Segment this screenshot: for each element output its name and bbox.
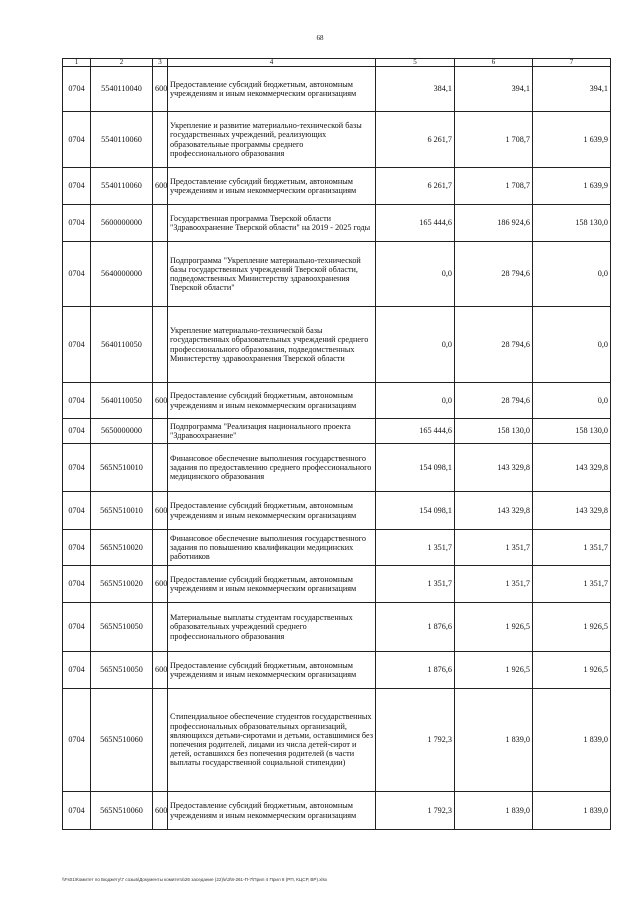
description-cell: Подпрограмма "Реализация национального проекта "Здравоохранение" [168,419,376,444]
amount-col5-cell: 165 444,6 [376,419,455,444]
expense-type-cell: 600 [153,492,168,530]
expense-type-cell: 600 [153,792,168,830]
description-cell: Укрепление материально-технической базы государственных образовательных учреждений среднего профессионального образования, подведомственных Министерству здравоохранения Тверской области [168,307,376,383]
file-path-footer: \\Fs01\Комитет по Бюджету\7 созыв\Документы комитета\26 заседание (22)\к\3\8-261-П-7\Прил 4 Прил 8 (РП, КЦСР, ВР).xlsx [62,877,328,882]
amount-col7-cell: 0,0 [533,383,611,419]
amount-col7-cell: 158 130,0 [533,419,611,444]
section-code-cell: 0704 [63,112,91,168]
description-cell: Предоставление субсидий бюджетным, автономным учреждениям и иным некоммерческим организациям [168,67,376,112]
description-cell: Финансовое обеспечение выполнения государственного задания по предоставлению среднего профессионального медицинского образования [168,444,376,492]
amount-col7-cell: 1 926,5 [533,603,611,652]
description-cell: Укрепление и развитие материально-технической базы государственных учреждений, реализующих образовательные программы среднего профессионального образования [168,112,376,168]
target-code-cell: 565N510060 [91,689,153,792]
amount-col5-cell: 1 351,7 [376,566,455,603]
expense-type-cell: 600 [153,67,168,112]
column-number: 7 [533,59,611,67]
section-code-cell: 0704 [63,492,91,530]
amount-col7-cell: 1 639,9 [533,112,611,168]
column-number: 4 [168,59,376,67]
amount-col5-cell: 1 792,3 [376,689,455,792]
section-code-cell: 0704 [63,444,91,492]
table-row [63,307,611,383]
section-code-cell: 0704 [63,205,91,242]
target-code-cell: 565N510050 [91,603,153,652]
section-code-cell: 0704 [63,603,91,652]
target-code-cell: 5540110060 [91,112,153,168]
table-row [63,603,611,652]
target-code-cell: 565N510010 [91,492,153,530]
column-number: 2 [91,59,153,67]
section-code-cell: 0704 [63,168,91,205]
amount-col6-cell: 143 329,8 [455,444,533,492]
amount-col6-cell: 1 839,0 [455,792,533,830]
column-number: 1 [63,59,91,67]
expense-type-cell [153,205,168,242]
amount-col6-cell: 394,1 [455,67,533,112]
amount-col7-cell: 1 351,7 [533,566,611,603]
amount-col7-cell: 158 130,0 [533,205,611,242]
amount-col6-cell: 143 329,8 [455,492,533,530]
table-row [63,242,611,307]
amount-col5-cell: 6 261,7 [376,112,455,168]
amount-col7-cell: 1 839,0 [533,689,611,792]
description-cell: Предоставление субсидий бюджетным, автономным учреждениям и иным некоммерческим организациям [168,792,376,830]
target-code-cell: 5540110040 [91,67,153,112]
section-code-cell: 0704 [63,689,91,792]
amount-col6-cell: 1 839,0 [455,689,533,792]
target-code-cell: 5650000000 [91,419,153,444]
amount-col5-cell: 1 792,3 [376,792,455,830]
description-cell: Предоставление субсидий бюджетным, автономным учреждениям и иным некоммерческим организациям [168,383,376,419]
section-code-cell: 0704 [63,383,91,419]
amount-col7-cell: 394,1 [533,67,611,112]
amount-col6-cell: 186 924,6 [455,205,533,242]
section-code-cell: 0704 [63,530,91,566]
amount-col6-cell: 28 794,6 [455,383,533,419]
amount-col7-cell: 0,0 [533,242,611,307]
amount-col6-cell: 28 794,6 [455,242,533,307]
table-row [63,444,611,492]
amount-col5-cell: 0,0 [376,383,455,419]
amount-col7-cell: 1 639,9 [533,168,611,205]
amount-col6-cell: 28 794,6 [455,307,533,383]
page-number: 68 [316,34,324,42]
description-cell: Предоставление субсидий бюджетным, автономным учреждениям и иным некоммерческим организациям [168,566,376,603]
target-code-cell: 5540110060 [91,168,153,205]
table-row [63,492,611,530]
amount-col5-cell: 0,0 [376,307,455,383]
amount-col5-cell: 384,1 [376,67,455,112]
table-row [63,689,611,792]
target-code-cell: 5640000000 [91,242,153,307]
amount-col6-cell: 1 708,7 [455,112,533,168]
amount-col5-cell: 1 876,6 [376,603,455,652]
description-cell: Государственная программа Тверской области "Здравоохранение Тверской области" на 2019 - 2025 годы [168,205,376,242]
description-cell: Стипендиальное обеспечение студентов государственных профессиональных образовательных организаций, являющихся детьми-сиротами и детьми, оставшимися без попечения родителей, лицами из числа детей-сирот и детей, оставшихся без попечения родителей (в части выплаты государственной социальной стипендии) [168,689,376,792]
table-row [63,168,611,205]
amount-col5-cell: 6 261,7 [376,168,455,205]
section-code-cell: 0704 [63,67,91,112]
target-code-cell: 5640110050 [91,383,153,419]
expense-type-cell: 600 [153,383,168,419]
column-number: 5 [376,59,455,67]
expense-type-cell [153,419,168,444]
description-cell: Предоставление субсидий бюджетным, автономным учреждениям и иным некоммерческим организациям [168,652,376,689]
amount-col5-cell: 165 444,6 [376,205,455,242]
amount-col6-cell: 1 708,7 [455,168,533,205]
amount-col5-cell: 1 351,7 [376,530,455,566]
amount-col6-cell: 158 130,0 [455,419,533,444]
table-row [63,566,611,603]
amount-col5-cell: 0,0 [376,242,455,307]
column-number: 6 [455,59,533,67]
section-code-cell: 0704 [63,242,91,307]
target-code-cell: 565N510020 [91,530,153,566]
expense-type-cell [153,603,168,652]
expense-type-cell [153,242,168,307]
table-row [63,652,611,689]
table-row [63,792,611,830]
amount-col5-cell: 154 098,1 [376,492,455,530]
amount-col7-cell: 143 329,8 [533,444,611,492]
description-cell: Предоставление субсидий бюджетным, автономным учреждениям и иным некоммерческим организациям [168,168,376,205]
description-cell: Предоставление субсидий бюджетным, автономным учреждениям и иным некоммерческим организациям [168,492,376,530]
expense-type-cell [153,444,168,492]
section-code-cell: 0704 [63,566,91,603]
table-row [63,112,611,168]
expense-type-cell [153,112,168,168]
target-code-cell: 565N510020 [91,566,153,603]
description-cell: Финансовое обеспечение выполнения государственного задания по повышению квалификации медицинских работников [168,530,376,566]
amount-col7-cell: 1 839,0 [533,792,611,830]
budget-table [62,58,611,830]
amount-col7-cell: 143 329,8 [533,492,611,530]
amount-col6-cell: 1 351,7 [455,530,533,566]
expense-type-cell: 600 [153,566,168,603]
expense-type-cell: 600 [153,652,168,689]
target-code-cell: 5640110050 [91,307,153,383]
target-code-cell: 5600000000 [91,205,153,242]
section-code-cell: 0704 [63,652,91,689]
target-code-cell: 565N510010 [91,444,153,492]
column-number: 3 [153,59,168,67]
amount-col7-cell: 0,0 [533,307,611,383]
table-row [63,419,611,444]
expense-type-cell: 600 [153,168,168,205]
expense-type-cell [153,689,168,792]
expense-type-cell [153,530,168,566]
amount-col7-cell: 1 926,5 [533,652,611,689]
section-code-cell: 0704 [63,419,91,444]
description-cell: Подпрограмма "Укрепление материально-технической базы государственных учреждений Тверской области, подведомственных Министерству здравоохранения Тверской области" [168,242,376,307]
column-number-row [63,59,611,67]
table-row [63,530,611,566]
section-code-cell: 0704 [63,307,91,383]
amount-col5-cell: 1 876,6 [376,652,455,689]
target-code-cell: 565N510060 [91,792,153,830]
amount-col6-cell: 1 351,7 [455,566,533,603]
amount-col5-cell: 154 098,1 [376,444,455,492]
amount-col6-cell: 1 926,5 [455,603,533,652]
section-code-cell: 0704 [63,792,91,830]
table-row [63,67,611,112]
amount-col6-cell: 1 926,5 [455,652,533,689]
target-code-cell: 565N510050 [91,652,153,689]
expense-type-cell [153,307,168,383]
table-row [63,205,611,242]
description-cell: Материальные выплаты студентам государственных образовательных учреждений среднего профессионального образования [168,603,376,652]
amount-col7-cell: 1 351,7 [533,530,611,566]
table-row [63,383,611,419]
